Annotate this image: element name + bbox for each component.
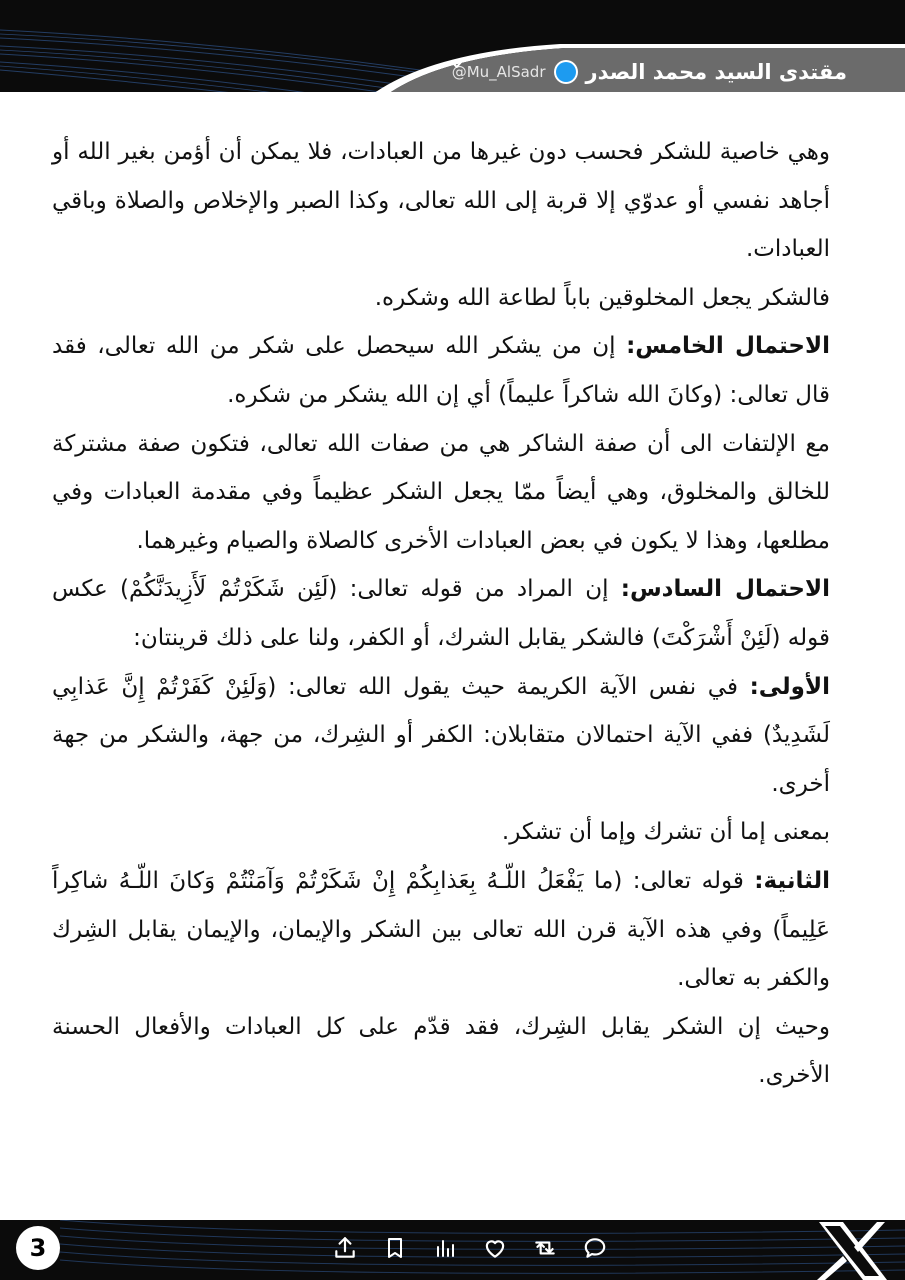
- paragraph-text: في نفس الآية الكريمة حيث يقول الله تعالى: (وَلَئِنْ كَفَرْتُمْ إِنَّ عَذابِي لَشَدِيدٌ) ففي الآية احتمالان متقابلان: الكفر أو الشِرك، من جهة، والشكر من جهة أخرى.: [52, 673, 830, 797]
- paragraph: [52, 565, 830, 662]
- paragraph-text: إن المراد من قوله تعالى: (لَئِن شَكَرْتُمْ لَأَزِيدَنَّكُمْ) عكس قوله (لَئِنْ أَشْرَكْتَ) فالشكر يقابل الشرك، أو الكفر، ولنا على ذلك قرينتان:: [52, 576, 830, 651]
- like-icon[interactable]: [480, 1233, 510, 1263]
- action-bar: [330, 1232, 610, 1264]
- section-label: الثانية:: [754, 867, 830, 894]
- section-label: الأولى:: [749, 673, 830, 700]
- paragraph: [52, 663, 830, 809]
- paragraph: بمعنى إما أن تشرك وإما أن تشكر.: [501, 819, 830, 846]
- page-number: 3: [16, 1226, 60, 1270]
- views-icon[interactable]: [430, 1233, 460, 1263]
- paragraph-text: إن من يشكر الله سيحصل على شكر من الله تعالى، فقد قال تعالى: (وكانَ الله شاكراً عليماً) أي إن الله يشكر من شكره.: [52, 333, 830, 408]
- paragraph: مع الإلتفات الى أن صفة الشاكر هي من صفات الله تعالى، فتكون صفة مشتركة للخالق والمخلوق، وهي أيضاً ممّا يجعل الشكر عظيماً وفي مقدمة العبادات وفي مطلعها، وهذا لا يكون في بعض العبادات الأخرى كالصلاة والصيام وغيرهما.: [52, 430, 830, 554]
- retweet-icon[interactable]: [530, 1233, 560, 1263]
- bookmark-icon[interactable]: [380, 1233, 410, 1263]
- paragraph-text: قوله تعالى: (ما يَفْعَلُ اللّـهُ بِعَذابِكُمْ إِنْ شَكَرْتُمْ وَآمَنْتُمْ وَكانَ اللّـهُ شاكِراً عَلِيماً) وفي هذه الآية قرن الله تعالى بين الشكر والإيمان، والإيمان يقابل الشِرك والكفر به تعالى.: [52, 867, 830, 992]
- verified-badge-icon: [556, 62, 576, 82]
- author-name[interactable]: مقتدى السيد محمد الصدر: [585, 60, 847, 84]
- section-label: الاحتمال الخامس:: [626, 333, 830, 360]
- paragraph: وهي خاصية للشكر فحسب دون غيرها من العبادات، فلا يمكن أن أؤمن بغير الله أو أجاهد نفسي أو عدوّي إلا قربة إلى الله تعالى، وكذا الصبر والإخلاص والصلاة وباقي العبادات.: [52, 139, 830, 263]
- paragraph: وحيث إن الشكر يقابل الشِرك، فقد قدّم على كل العبادات والأفعال الحسنة الأخرى.: [52, 1013, 830, 1089]
- paragraph: [52, 322, 830, 419]
- section-label: الاحتمال السادس:: [620, 576, 830, 603]
- x-logo-icon: [813, 1222, 891, 1280]
- post-body: [52, 128, 830, 1100]
- paragraph: فالشكر يجعل المخلوقين باباً لطاعة الله وشكره.: [374, 284, 830, 311]
- header-banner: [0, 0, 905, 96]
- author-info[interactable]: [452, 58, 847, 86]
- paragraph: [52, 857, 830, 1003]
- footer-bar: [0, 1220, 905, 1280]
- share-icon[interactable]: [330, 1233, 360, 1263]
- author-handle[interactable]: @Mu_AlSadr: [451, 63, 546, 81]
- reply-icon[interactable]: [580, 1233, 610, 1263]
